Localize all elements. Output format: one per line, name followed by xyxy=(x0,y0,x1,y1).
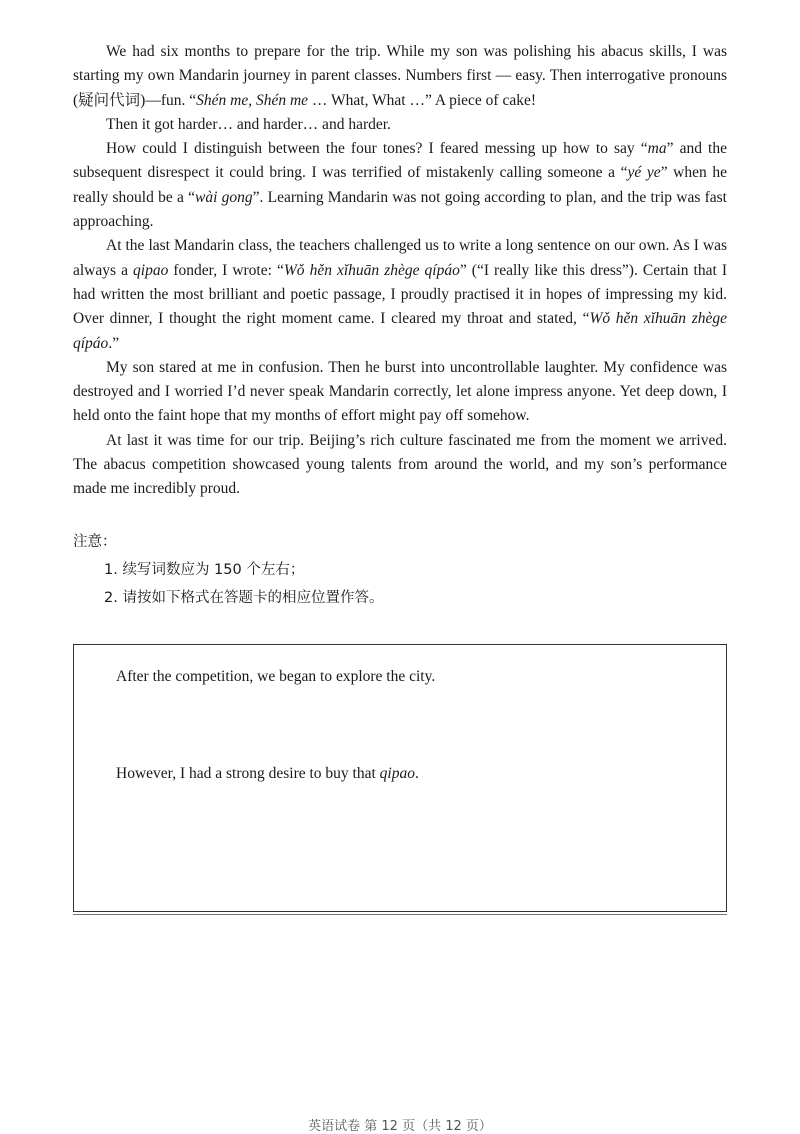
passage-paragraph-2: Then it got harder… and harder… and harder. xyxy=(106,115,391,133)
passage-paragraph-3: How could I distinguish between the four tones? I feared messing up how to say “ma” and the subsequent disrespect it could bring. I was terrified of mistakenly calling someone a “yé ye” when he really should be a “wài gong”. Learning Mandarin was not going according to plan, and the trip was fast approaching. xyxy=(73,140,727,231)
note-item-1: 1. 续写词数应为 150 个左右； xyxy=(104,562,305,578)
passage-paragraph-1: We had six months to prepare for the trip. While my son was polishing his abacus skills, I was starting my own Mandarin journey in parent classes. Numbers first — easy. Then interrogative pronouns (疑问代词)—fun. “Shén me, Shén me … What, What …” A piece of cake! xyxy=(73,43,727,109)
continuation-prompt-1: After the competition, we began to explore the city. xyxy=(116,668,436,685)
continuation-prompt-2: However, I had a strong desire to buy that qipao. xyxy=(116,765,419,782)
instructions-notes xyxy=(73,528,727,612)
page-footer: 英语试卷 第 12 页（共 12 页） xyxy=(308,1119,492,1134)
reading-passage xyxy=(73,40,727,502)
passage-paragraph-4: At the last Mandarin class, the teachers challenged us to write a long sentence on our own. As I was always a qipao fonder, I wrote: “Wǒ hěn xǐhuān zhège qípáo” (“I really like this dress”). Certain that I had written the most brilliant and poetic passage, I proudly practised it in hopes of impressing my kid. Over dinner, I thought the right moment came. I cleared my throat and stated, “Wǒ hěn xǐhuān zhège qípáo.” xyxy=(73,237,728,352)
passage-paragraph-6: At last it was time for our trip. Beijing’s rich culture fascinated me from the moment we arrived. The abacus competition showcased young talents from around the world, and my son’s performance made me incredibly proud. xyxy=(73,431,727,498)
notes-heading: 注意： xyxy=(73,534,117,550)
note-item-2: 2. 请按如下格式在答题卡的相应位置作答。 xyxy=(104,590,384,606)
answer-box xyxy=(73,644,727,912)
passage-paragraph-5: My son stared at me in confusion. Then he burst into uncontrollable laughter. My confidence was destroyed and I worried I’d never speak Mandarin correctly, let alone impress anyone. Yet deep down, I held onto the faint hope that my months of effort might pay off somehow. xyxy=(73,358,727,425)
